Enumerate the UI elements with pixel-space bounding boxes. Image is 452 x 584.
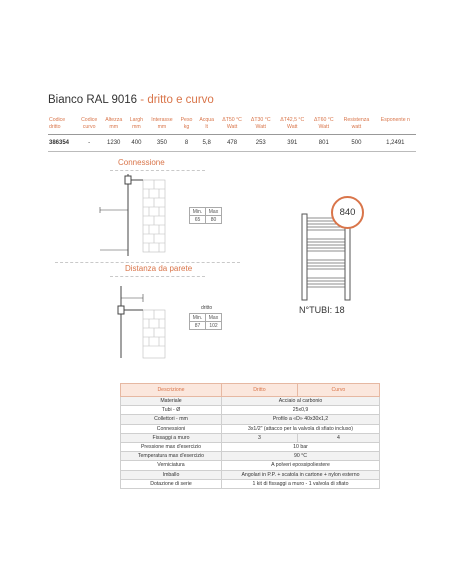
features-row <box>121 461 380 470</box>
spec-cell-code: 386354 <box>48 135 77 152</box>
dimension-line <box>100 207 128 250</box>
spec-cell: 391 <box>275 135 309 152</box>
spec-cell: 1,2491 <box>375 135 416 152</box>
connessione-label: Connessione <box>118 158 165 167</box>
features-header-descrizione: Descrizione <box>121 384 222 397</box>
spec-header-cell: Acqua lt <box>196 116 218 135</box>
connessione-diagram <box>95 170 195 260</box>
features-header-dritto: Dritto <box>222 384 298 397</box>
spec-header-row <box>48 116 416 135</box>
distanza-divider <box>110 276 205 277</box>
spec-cell: 8 <box>177 135 195 152</box>
spec-header-cell: Largh mm <box>126 116 146 135</box>
features-row-value: Profilo a «D» 40x30x1,2 <box>222 415 380 424</box>
minmax-value: 87 <box>190 322 206 330</box>
features-row-value: 90 °C <box>222 452 380 461</box>
spec-header-cell: Resistenza watt <box>338 116 375 135</box>
radiator-tubes <box>307 218 345 287</box>
distanza-label: Distanza da parete <box>125 264 193 273</box>
title-accent: dritto e curvo <box>147 94 214 106</box>
spec-header-cell: ΔT42,5 °C Watt <box>275 116 309 135</box>
features-row-label: Pressione max d'esercizio <box>121 442 222 451</box>
radiator-section <box>125 174 143 256</box>
minmax-value: 102 <box>206 322 222 330</box>
spec-header-cell: ΔT60 °C Watt <box>309 116 338 135</box>
spec-header-cell: Interasse mm <box>147 116 178 135</box>
features-row-label: Fissaggi a muro <box>121 433 222 442</box>
spec-cell: 478 <box>218 135 247 152</box>
spec-cell: 253 <box>246 135 275 152</box>
radiator-collector-left <box>302 214 307 300</box>
wall-bricks <box>143 310 165 358</box>
spec-table <box>48 116 416 152</box>
features-row <box>121 424 380 433</box>
features-row-label: Tubi - Ø <box>121 406 222 415</box>
spec-cell: 350 <box>147 135 178 152</box>
spec-header-cell: Altezza mm <box>101 116 126 135</box>
features-row-curvo: 4 <box>297 433 379 442</box>
features-row-label: Collettori - mm <box>121 415 222 424</box>
features-row-value: 10 bar <box>222 442 380 451</box>
features-table <box>120 383 380 489</box>
spec-header-cell: ΔT50 °C Watt <box>218 116 247 135</box>
features-row-label: Imballo <box>121 470 222 479</box>
spec-cell: 1230 <box>101 135 126 152</box>
features-row <box>121 452 380 461</box>
spec-header-cell: Peso kg <box>177 116 195 135</box>
wall-bricks <box>143 180 165 252</box>
dimension-line <box>121 294 143 302</box>
features-row-value: 3x1/2" (attacco per la valvola di sfiato incluso) <box>222 424 380 433</box>
features-row-dritto: 3 <box>222 433 298 442</box>
features-row-value: Angolari in P.P. + scatola in cartone + nylon esterno <box>222 470 380 479</box>
spec-cell: 801 <box>309 135 338 152</box>
features-row-value: A polveri epossipoliestere <box>222 461 380 470</box>
spec-header-cell: Codice curvo <box>77 116 101 135</box>
features-header-curvo: Curvo <box>297 384 379 397</box>
features-row-label: Verniciatura <box>121 461 222 470</box>
features-row <box>121 479 380 488</box>
features-row-label: Materiale <box>121 397 222 406</box>
spec-cell: 5,8 <box>196 135 218 152</box>
minmax-value: 65 <box>190 216 206 224</box>
tubes-count-label: N°TUBI: 18 <box>299 305 345 315</box>
features-row <box>121 433 380 442</box>
distanza-diagram <box>105 280 185 360</box>
distanza-minmax-table <box>189 313 222 330</box>
spec-cell: 500 <box>338 135 375 152</box>
features-row-value: 1 kit di fissaggi a muro - 1 valvola di sfiato <box>222 479 380 488</box>
features-row-value: 25x0,9 <box>222 406 380 415</box>
spec-header-cell: ΔT30 °C Watt <box>246 116 275 135</box>
minmax-header: Min. <box>190 208 206 216</box>
connessione-minmax-table <box>189 207 222 224</box>
spec-cell: 400 <box>126 135 146 152</box>
title-separator: - <box>137 94 148 106</box>
features-row-label: Connessioni <box>121 424 222 433</box>
minmax-value: 80 <box>206 216 222 224</box>
features-row <box>121 470 380 479</box>
features-row-value: Acciaio al carbonio <box>222 397 380 406</box>
minmax-header: Min. <box>190 314 206 322</box>
features-row-label: Dotazione di serie <box>121 479 222 488</box>
minmax-header: Max <box>206 314 222 322</box>
spec-header-cell: Codice dritto <box>48 116 77 135</box>
minmax-header: Max <box>206 208 222 216</box>
features-body <box>121 397 380 489</box>
distanza-divider-top <box>55 262 240 263</box>
features-header-row <box>121 384 380 397</box>
features-row-label: Temperatura max d'esercizio <box>121 452 222 461</box>
radiator-section <box>118 286 143 358</box>
spec-cell: - <box>77 135 101 152</box>
features-row <box>121 406 380 415</box>
features-row <box>121 415 380 424</box>
page-title <box>48 94 214 106</box>
features-row <box>121 397 380 406</box>
features-row <box>121 442 380 451</box>
distanza-dritto-label: dritto <box>201 305 213 311</box>
title-main: Bianco RAL 9016 <box>48 94 138 106</box>
spec-data-row <box>48 135 416 152</box>
model-badge: 840 <box>331 196 364 229</box>
spec-header-cell: Esponente n <box>375 116 416 135</box>
